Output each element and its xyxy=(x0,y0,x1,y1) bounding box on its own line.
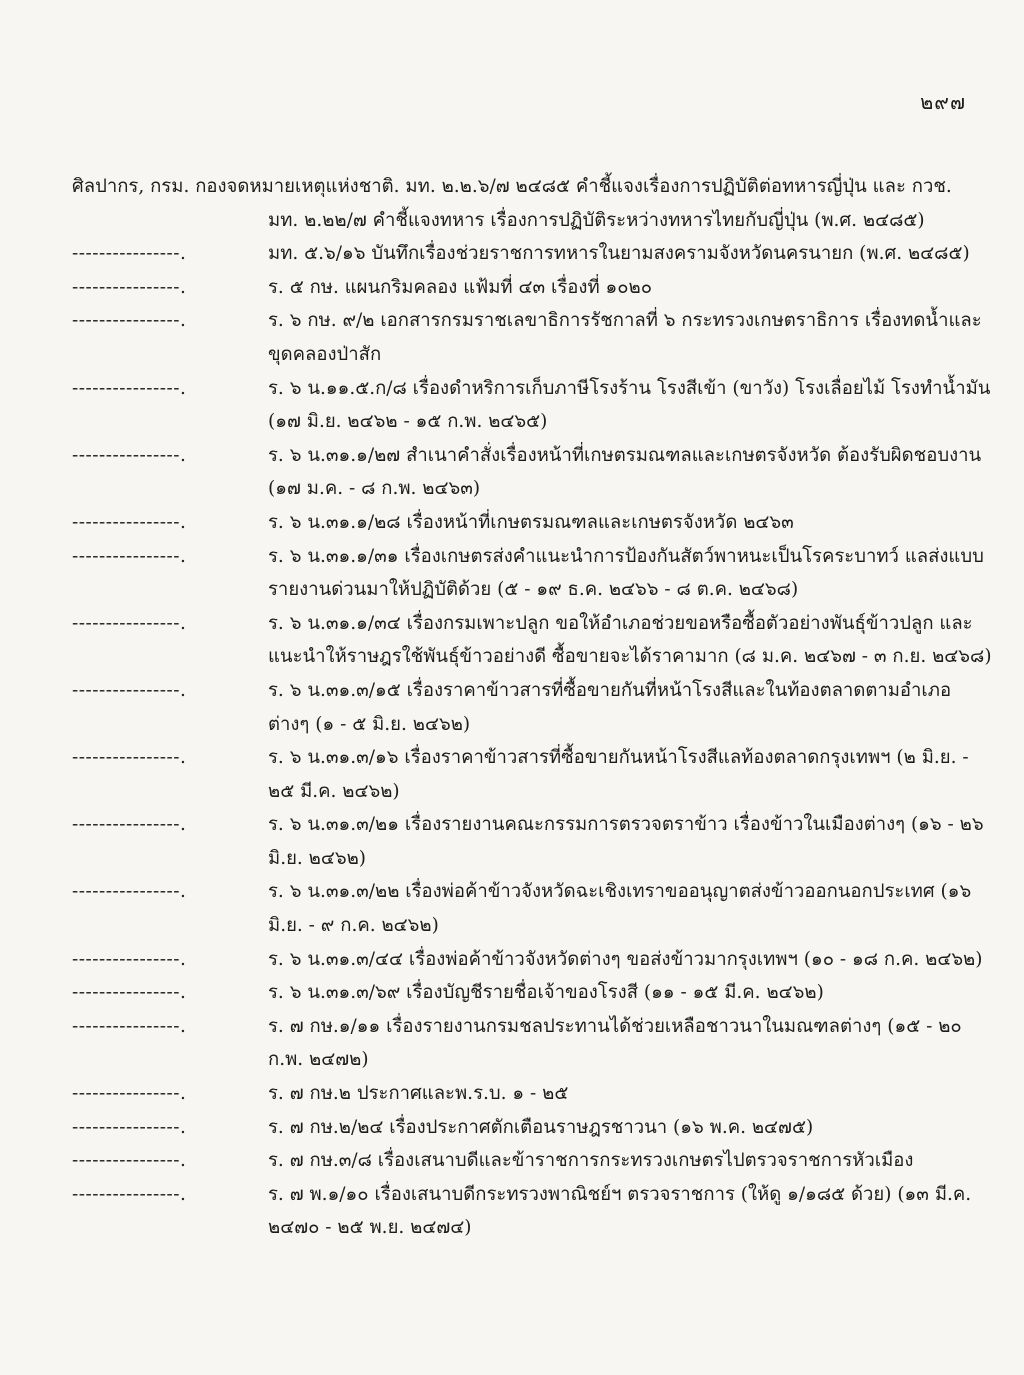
bibliography-entry xyxy=(72,1178,992,1245)
bibliography-entry xyxy=(72,540,992,607)
bibliography-entry xyxy=(72,170,992,237)
entry-text: ร. ๗ กษ.๑/๑๑ เรื่องรายงานกรมชลประทานได้ช่วยเหลือชาวนาในมณฑลต่างๆ (๑๕ - ๒๐ ก.พ. ๒๔๗๒) xyxy=(268,1015,962,1071)
bibliography-entry xyxy=(72,741,992,808)
repeat-author-dash: ----------------. xyxy=(72,747,187,769)
entry-text: ร. ๕ กษ. แผนกริมคลอง แฟ้มที่ ๔๓ เรื่องที่ ๑๐๒๐ xyxy=(268,276,653,298)
bibliography-entry xyxy=(72,674,992,741)
repeat-author-dash: ----------------. xyxy=(72,1083,187,1105)
bibliography-entry xyxy=(72,1144,992,1178)
bibliography-entry xyxy=(72,1077,992,1111)
entry-text: ร. ๖ น.๓๑.๑/๒๘ เรื่องหน้าที่เกษตรมณฑลและเกษตรจังหวัด ๒๔๖๓ xyxy=(268,511,794,533)
repeat-author-dash: ----------------. xyxy=(72,948,187,970)
repeat-author-dash: ----------------. xyxy=(72,1183,187,1205)
repeat-author-dash: ----------------. xyxy=(72,1150,187,1172)
bibliography-entry xyxy=(72,439,992,506)
bibliography-entry xyxy=(72,271,992,305)
repeat-author-dash: ----------------. xyxy=(72,814,187,836)
repeat-author-dash: ----------------. xyxy=(72,1116,187,1138)
bibliography-entry xyxy=(72,506,992,540)
repeat-author-dash: ----------------. xyxy=(72,310,187,332)
bibliography-entry xyxy=(72,237,992,271)
repeat-author-dash: ----------------. xyxy=(72,243,187,265)
entry-text: มท. ๒.๒๒/๗ คำชี้แจงทหาร เรื่องการปฏิบัติระหว่างทหารไทยกับญี่ปุ่น (พ.ศ. ๒๔๘๕) xyxy=(268,209,925,231)
bibliography-entry xyxy=(72,875,992,942)
entry-text: ร. ๖ น.๓๑.๓/๑๖ เรื่องราคาข้าวสารที่ซื้อขายกันหน้าโรงสีแลท้องตลาดกรุงเทพฯ (๒ มิ.ย. - ๒๕ มี.ค. ๒๔๖๒) xyxy=(268,747,969,802)
repeat-author-dash: ----------------. xyxy=(72,679,187,701)
bibliography-entry xyxy=(72,976,992,1010)
entry-text: ร. ๗ พ.๑/๑๐ เรื่องเสนาบดีกระทรวงพาณิชย์ฯ ตรวจราชการ (ให้ดู ๑/๑๘๕ ด้วย) (๑๓ มี.ค. ๒๔๗๐ - ๒๕ พ.ย. ๒๔๗๔) xyxy=(268,1183,972,1239)
entry-text: ร. ๖ น.๓๑.๓/๒๑ เรื่องรายงานคณะกรรมการตรวจตราข้าว เรื่องข้าวในเมืองต่างๆ (๑๖ - ๒๖ มิ.ย. ๒๔๖๒) xyxy=(268,814,984,869)
entry-text: ร. ๖ กษ. ๙/๒ เอกสารกรมราชเลขาธิการรัชกาลที่ ๖ กระทรวงเกษตราธิการ เรื่องทดน้ำและขุดคลองป่าสัก xyxy=(268,310,982,365)
repeat-author-dash: ----------------. xyxy=(72,612,187,634)
entry-text: ร. ๖ น.๓๑.๑/๒๗ สำเนาคำสั่งเรื่องหน้าที่เกษตรมณฑลและเกษตรจังหวัด ต้องรับผิดชอบงาน (๑๗ ม.ค. - ๘ ก.พ. ๒๔๖๓) xyxy=(268,444,982,500)
entry-text: ร. ๗ กษ.๒/๒๔ เรื่องประกาศตักเตือนราษฎรชาวนา (๑๖ พ.ค. ๒๔๗๕) xyxy=(268,1116,814,1138)
entry-text: ร. ๖ น.๓๑.๓/๒๒ เรื่องพ่อค้าข้าวจังหวัดฉะเชิงเทราขออนุญาตส่งข้าวออกนอกประเทศ (๑๖ มิ.ย. - ๙ ก.ค. ๒๔๖๒) xyxy=(268,881,972,937)
bibliography-entry xyxy=(72,372,992,439)
repeat-author-dash: ----------------. xyxy=(72,444,187,466)
bibliography-entry xyxy=(72,1111,992,1145)
entry-text: ร. ๖ น.๓๑.๓/๑๕ เรื่องราคาข้าวสารที่ซื้อขายกันที่หน้าโรงสีและในท้องตลาดตามอำเภอต่างๆ (๑ - ๕ มิ.ย. ๒๔๖๒) xyxy=(268,679,952,735)
repeat-author-dash: ----------------. xyxy=(72,511,187,533)
entry-text: ร. ๖ น.๑๑.๕.ก/๘ เรื่องดำหริการเก็บภาษีโรงร้าน โรงสีเข้า (ขาวัง) โรงเลื่อยไม้ โรงทำน้ำมัน (๑๗ มิ.ย. ๒๔๖๒ - ๑๕ ก.พ. ๒๔๖๕) xyxy=(268,377,991,433)
entry-heading: ศิลปากร, กรม. กองจดหมายเหตุแห่งชาติ. มท. ๒.๒.๖/๗ ๒๔๘๕ คำชี้แจงเรื่องการปฏิบัติต่อทหารญี่ปุ่น และ กวช. xyxy=(72,176,952,197)
bibliography-entry xyxy=(72,304,992,371)
entry-text: ร. ๖ น.๓๑.๓/๖๙ เรื่องบัญชีรายชื่อเจ้าของโรงสี (๑๑ - ๑๕ มี.ค. ๒๔๖๒) xyxy=(268,982,824,1004)
repeat-author-dash: ----------------. xyxy=(72,545,187,567)
bibliography-entry xyxy=(72,943,992,977)
entry-text: ร. ๗ กษ.๓/๘ เรื่องเสนาบดีและข้าราชการกระทรวงเกษตรไปตรวจราชการหัวเมือง xyxy=(268,1150,914,1172)
bibliography-entry xyxy=(72,1010,992,1077)
bibliography-list xyxy=(72,170,992,1245)
entry-text: ร. ๖ น.๓๑.๑/๓๑ เรื่องเกษตรส่งคำแนะนำการป้องกันสัตว์พาหนะเป็นโรคระบาทว์ แลส่งแบบรายงานด่วนมาให้ปฏิบัติด้วย (๕ - ๑๙ ธ.ค. ๒๔๖๖ - ๘ ต.ค. ๒๔๖๘) xyxy=(268,545,984,601)
entry-text: มท. ๕.๖/๑๖ บันทึกเรื่องช่วยราชการทหารในยามสงครามจังหวัดนครนายก (พ.ศ. ๒๔๘๕) xyxy=(268,243,970,265)
bibliography-entry xyxy=(72,607,992,674)
repeat-author-dash: ----------------. xyxy=(72,276,187,298)
bibliography-entry xyxy=(72,808,992,875)
repeat-author-dash: ----------------. xyxy=(72,1015,187,1037)
repeat-author-dash: ----------------. xyxy=(72,982,187,1004)
entry-text: ร. ๖ น.๓๑.๑/๓๔ เรื่องกรมเพาะปลูก ขอให้อำเภอช่วยขอหรือซื้อตัวอย่างพันธุ์ข้าวปลูก และแนะนำให้ราษฎรใช้พันธุ์ข้าวอย่างดี ซื้อขายจะได้ราคามาก (๘ ม.ค. ๒๔๖๗ - ๓ ก.ย. ๒๔๖๘) xyxy=(268,612,992,668)
repeat-author-dash: ----------------. xyxy=(72,377,187,399)
entry-text: ร. ๖ น.๓๑.๓/๔๔ เรื่องพ่อค้าข้าวจังหวัดต่างๆ ขอส่งข้าวมากรุงเทพฯ (๑๐ - ๑๘ ก.ค. ๒๔๖๒) xyxy=(268,948,983,970)
page-number: ๒๙๗ xyxy=(920,90,966,114)
entry-text: ร. ๗ กษ.๒ ประกาศและพ.ร.บ. ๑ - ๒๕ xyxy=(268,1083,569,1105)
repeat-author-dash: ----------------. xyxy=(72,881,187,903)
